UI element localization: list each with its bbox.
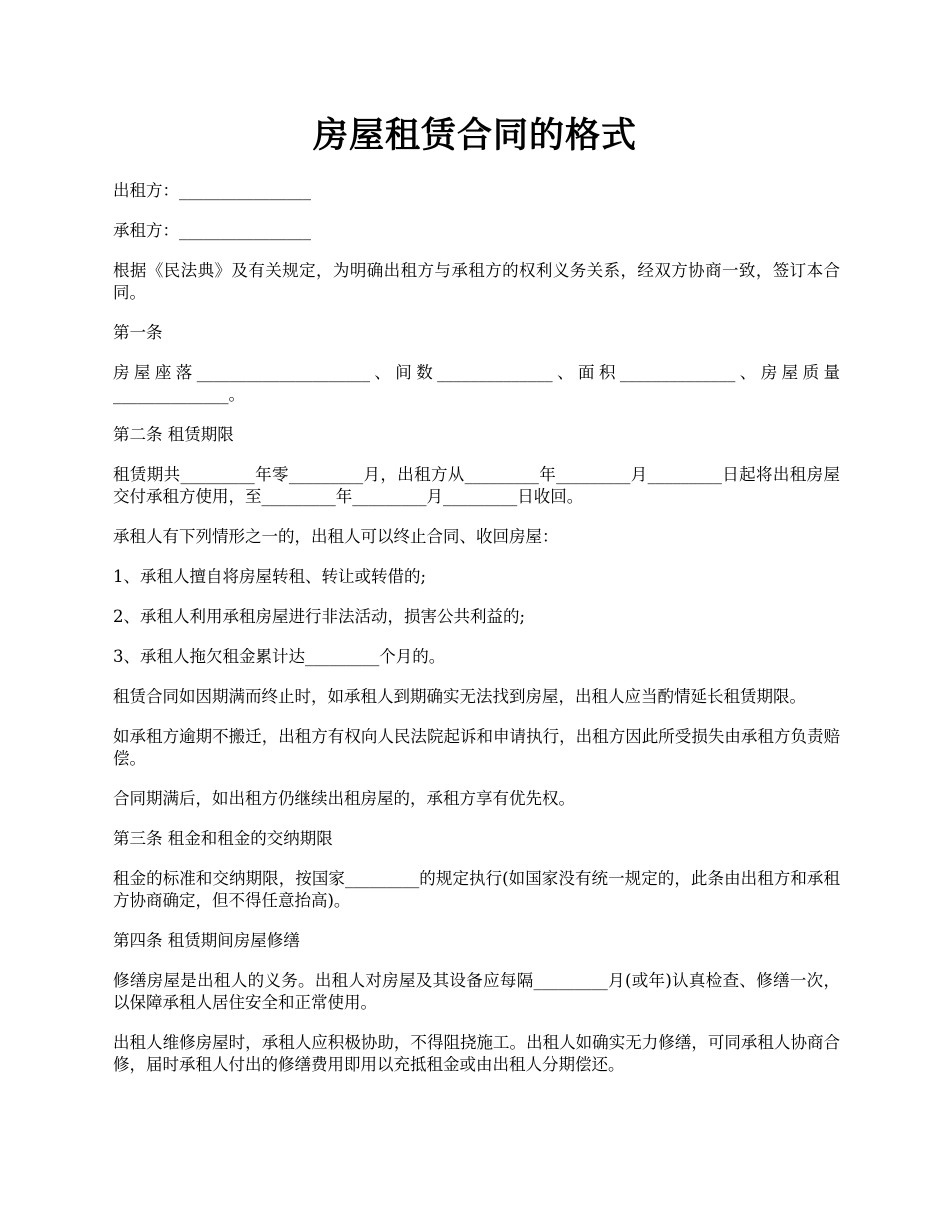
document-title: 房屋租赁合同的格式 [312, 115, 637, 156]
rent-paragraph: 租金的标准和交纳期限，按国家_________的规定执行(如国家没有统一规定的，此条由出租方和承租方协商确定，但不得任意抬高)。 [113, 869, 840, 910]
repair-paragraph-2: 出租人维修房屋时，承租人应积极协助，不得阻挠施工。出租人如确实无力修缮，可同承租人协商合修，届时承租人付出的修缮费用即用以充抵租金或由出租人分期偿还。 [113, 1033, 840, 1074]
overstay-paragraph: 如承租方逾期不搬迁，出租方有权向人民法院起诉和申请执行，出租方因此所受损失由承租方负责赔偿。 [113, 727, 840, 768]
termination-intro: 承租人有下列情形之一的，出租人可以终止合同、收回房屋： [113, 527, 559, 546]
preamble-paragraph: 根据《民法典》及有关规定，为明确出租方与承租方的权利义务关系，经双方协商一致，签订本合同。 [113, 261, 840, 302]
lessor-line: 出租方：________________ [113, 181, 311, 200]
lease-term-paragraph: 租赁期共_________年零_________月，出租方从_________年_________月_________日起将出租房屋交付承租方使用，至_________年_________月_________日收回。 [113, 465, 840, 506]
extension-paragraph: 租赁合同如因期满而终止时，如承租人到期确实无法找到房屋，出租人应当酌情延长租赁期限。 [113, 687, 806, 706]
termination-item-3: 3、承租人拖欠租金累计达_________个月的。 [113, 647, 446, 666]
article-4-heading: 第四条 租赁期间房屋修缮 [113, 931, 300, 950]
priority-paragraph: 合同期满后，如出租方仍继续出租房屋的，承租方享有优先权。 [113, 789, 575, 808]
article-1-heading: 第一条 [113, 323, 163, 342]
article-1-body: 房屋座落_____________________、间数______________、面积______________、房屋质量______________。 [113, 363, 840, 404]
article-3-heading: 第三条 租金和租金的交纳期限 [113, 829, 333, 848]
termination-item-2: 2、承租人利用承租房屋进行非法活动，损害公共利益的; [113, 607, 526, 626]
repair-paragraph-1: 修缮房屋是出租人的义务。出租人对房屋及其设备应每隔_________月(或年)认真检查、修缮一次，以保障承租人居住安全和正常使用。 [113, 971, 840, 1012]
article-2-heading: 第二条 租赁期限 [113, 425, 234, 444]
termination-item-1: 1、承租人擅自将房屋转租、转让或转借的; [113, 567, 427, 586]
document-body [113, 180, 840, 1094]
lessee-line: 承租方：________________ [113, 221, 311, 240]
